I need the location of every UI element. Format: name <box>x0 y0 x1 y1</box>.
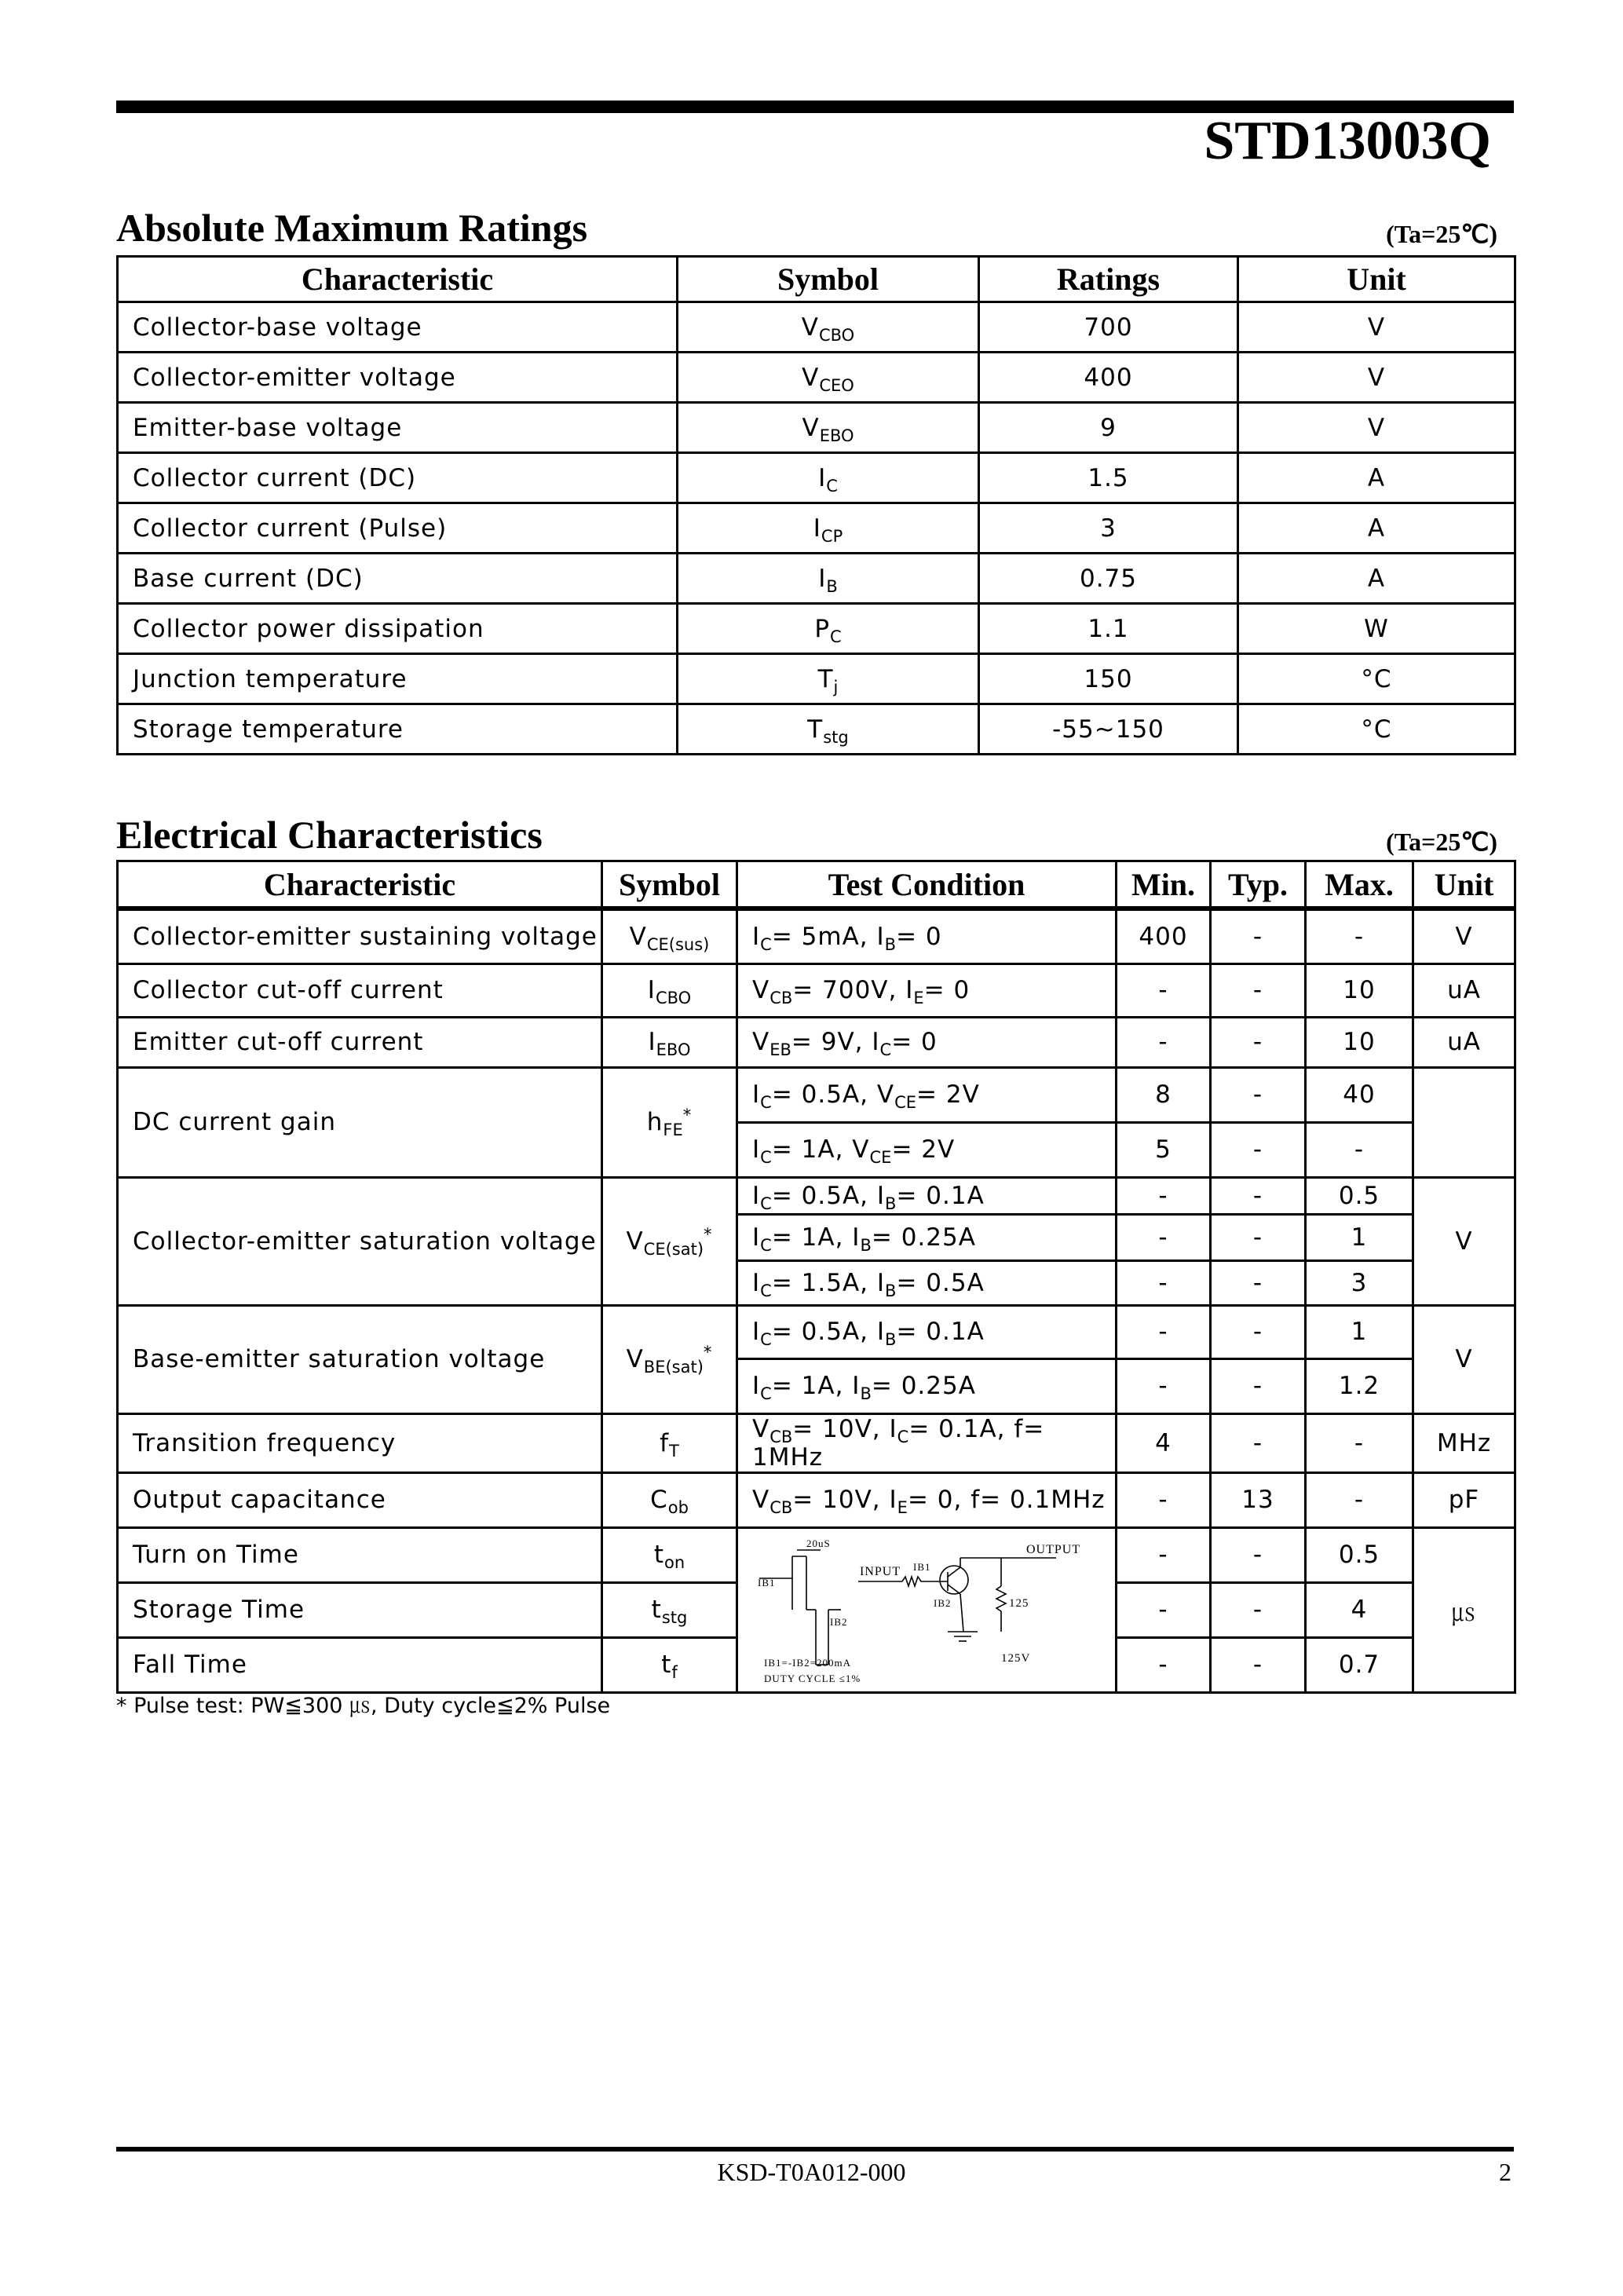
column-header: Unit <box>1413 861 1515 909</box>
elec-condition: (Ta=25℃) <box>1386 828 1497 856</box>
min-value: - <box>1117 1358 1211 1413</box>
characteristic: Emitter cut-off current <box>118 1017 602 1067</box>
typ-value: - <box>1211 1177 1306 1214</box>
typ-value: - <box>1211 1017 1306 1067</box>
unit: °C <box>1238 654 1515 704</box>
rating: 0.75 <box>979 554 1238 604</box>
switching-test-circuit <box>737 1527 1117 1692</box>
svg-text:IB2: IB2 <box>830 1616 848 1628</box>
test-condition: $I_C= 0.5A$, $I_B= 0.1A$ <box>737 1305 1117 1358</box>
typ-value: - <box>1211 1305 1306 1358</box>
test-condition: $V_{CB}= 10V$, $I_C= 0.1A$, f= 1MHz <box>737 1413 1117 1472</box>
characteristic: Fall Time <box>118 1637 602 1692</box>
characteristic: Turn on Time <box>118 1527 602 1582</box>
characteristic: Collector cut-off current <box>118 963 602 1017</box>
column-header: Typ. <box>1211 861 1306 909</box>
max-value: 10 <box>1306 963 1413 1017</box>
max-value: - <box>1306 1122 1413 1177</box>
svg-text:20uS: 20uS <box>806 1537 831 1549</box>
min-value: - <box>1117 1472 1211 1527</box>
table-row <box>118 1177 1515 1214</box>
symbol: $V_{CBO}$ <box>678 302 979 353</box>
rating: -55~150 <box>979 704 1238 755</box>
symbol: $h_{FE}^*$ <box>602 1067 737 1177</box>
svg-text:IB1=-IB2=200mA: IB1=-IB2=200mA <box>764 1657 851 1669</box>
table-row <box>118 554 1515 604</box>
unit: V <box>1413 1305 1515 1413</box>
characteristic: Storage Time <box>118 1582 602 1637</box>
unit: uA <box>1413 1017 1515 1067</box>
test-condition: $I_C= 1.5A$, $I_B= 0.5A$ <box>737 1260 1117 1305</box>
table-header-row <box>118 257 1515 302</box>
unit <box>1413 1067 1515 1177</box>
bottom-rule <box>116 2147 1514 2152</box>
elec-table <box>116 860 1516 1694</box>
table-row <box>118 604 1515 654</box>
characteristic: Output capacitance <box>118 1472 602 1527</box>
characteristic: Collector-emitter voltage <box>118 353 678 403</box>
table-row <box>118 963 1515 1017</box>
table-row <box>118 1472 1515 1527</box>
min-value: - <box>1117 1582 1211 1637</box>
typ-value: - <box>1211 1122 1306 1177</box>
unit: A <box>1238 453 1515 503</box>
pulse-test-footnote: * Pulse test: PW≦300 ㎲, Duty cycle≦2% Pulse <box>116 1694 611 1718</box>
abs-max-table <box>116 255 1516 755</box>
typ-value: - <box>1211 1413 1306 1472</box>
document-id: KSD-T0A012-000 <box>717 2158 906 2186</box>
characteristic: Collector-base voltage <box>118 302 678 353</box>
characteristic: Transition frequency <box>118 1413 602 1472</box>
rating: 150 <box>979 654 1238 704</box>
symbol: $V_{BE(sat)}^*$ <box>602 1305 737 1413</box>
svg-text:IB2: IB2 <box>934 1597 952 1609</box>
svg-text:INPUT: INPUT <box>860 1565 901 1578</box>
test-circuit-diagram <box>742 1531 1111 1688</box>
symbol: $I_{EBO}$ <box>602 1017 737 1067</box>
column-header: Symbol <box>678 257 979 302</box>
symbol: $I_C$ <box>678 453 979 503</box>
max-value: 1.2 <box>1306 1358 1413 1413</box>
min-value: - <box>1117 1214 1211 1260</box>
table-row <box>118 704 1515 755</box>
max-value: - <box>1306 1472 1413 1527</box>
symbol: $P_C$ <box>678 604 979 654</box>
min-value: - <box>1117 1527 1211 1582</box>
max-value: 0.7 <box>1306 1637 1413 1692</box>
rating: 1.1 <box>979 604 1238 654</box>
table-header-row <box>118 861 1515 909</box>
characteristic: Base current (DC) <box>118 554 678 604</box>
symbol: $V_{EBO}$ <box>678 403 979 453</box>
column-header: Characteristic <box>118 257 678 302</box>
test-condition: $V_{CB}= 10V$, $I_E= 0$, f= 0.1MHz <box>737 1472 1117 1527</box>
min-value: 5 <box>1117 1122 1211 1177</box>
symbol: $t_{on}$ <box>602 1527 737 1582</box>
svg-text:IB1: IB1 <box>913 1561 931 1573</box>
unit: °C <box>1238 704 1515 755</box>
svg-text:OUTPUT: OUTPUT <box>1026 1543 1081 1556</box>
svg-text:125V: 125V <box>1001 1652 1031 1665</box>
column-header: Characteristic <box>118 861 602 909</box>
abs-max-title: Absolute Maximum Ratings <box>116 206 588 250</box>
rating: 1.5 <box>979 453 1238 503</box>
table-row <box>118 302 1515 353</box>
abs-max-condition: (Ta=25℃) <box>1386 220 1497 248</box>
symbol: $T_j$ <box>678 654 979 704</box>
column-header: Max. <box>1306 861 1413 909</box>
column-header: Symbol <box>602 861 737 909</box>
column-header: Test Condition <box>737 861 1117 909</box>
test-condition: $I_C= 1A$, $I_B= 0.25A$ <box>737 1214 1117 1260</box>
symbol: $V_{CE(sat)}^*$ <box>602 1177 737 1305</box>
table-row <box>118 1305 1515 1358</box>
characteristic: Collector power dissipation <box>118 604 678 654</box>
typ-value: - <box>1211 1067 1306 1122</box>
unit: V <box>1238 403 1515 453</box>
symbol: $I_B$ <box>678 554 979 604</box>
characteristic: Junction temperature <box>118 654 678 704</box>
unit: pF <box>1413 1472 1515 1527</box>
rating: 3 <box>979 503 1238 554</box>
unit: V <box>1413 1177 1515 1305</box>
test-condition: $I_C= 5mA$, $I_B= 0$ <box>737 909 1117 963</box>
typ-value: - <box>1211 1260 1306 1305</box>
max-value: 0.5 <box>1306 1527 1413 1582</box>
svg-text:125: 125 <box>1009 1597 1029 1610</box>
svg-text:IB1: IB1 <box>758 1577 776 1589</box>
symbol: $f_T$ <box>602 1413 737 1472</box>
characteristic: Collector current (Pulse) <box>118 503 678 554</box>
min-value: 4 <box>1117 1413 1211 1472</box>
typ-value: - <box>1211 1637 1306 1692</box>
typ-value: - <box>1211 1358 1306 1413</box>
test-condition: $V_{EB}= 9V$, $I_C= 0$ <box>737 1017 1117 1067</box>
symbol: $t_f$ <box>602 1637 737 1692</box>
unit: MHz <box>1413 1413 1515 1472</box>
rating: 9 <box>979 403 1238 453</box>
part-number: STD13003Q <box>1204 111 1491 171</box>
table-row <box>118 1017 1515 1067</box>
table-row <box>118 503 1515 554</box>
min-value: - <box>1117 1637 1211 1692</box>
typ-value: - <box>1211 963 1306 1017</box>
max-value: 1 <box>1306 1214 1413 1260</box>
max-value: 40 <box>1306 1067 1413 1122</box>
test-condition: $I_C= 0.5A$, $I_B= 0.1A$ <box>737 1177 1117 1214</box>
max-value: 4 <box>1306 1582 1413 1637</box>
min-value: - <box>1117 1017 1211 1067</box>
characteristic: Collector-emitter saturation voltage <box>118 1177 602 1305</box>
table-row <box>118 654 1515 704</box>
table-row <box>118 453 1515 503</box>
unit: A <box>1238 554 1515 604</box>
min-value: 8 <box>1117 1067 1211 1122</box>
unit: A <box>1238 503 1515 554</box>
elec-title: Electrical Characteristics <box>116 813 543 857</box>
unit: V <box>1238 353 1515 403</box>
characteristic: Storage temperature <box>118 704 678 755</box>
table-row <box>118 1067 1515 1122</box>
max-value: 1 <box>1306 1305 1413 1358</box>
characteristic: Collector current (DC) <box>118 453 678 503</box>
unit: W <box>1238 604 1515 654</box>
max-value: 3 <box>1306 1260 1413 1305</box>
page-number: 2 <box>1499 2158 1512 2186</box>
max-value: 0.5 <box>1306 1177 1413 1214</box>
characteristic: Collector-emitter sustaining voltage <box>118 909 602 963</box>
symbol: $C_{ob}$ <box>602 1472 737 1527</box>
table-row <box>118 909 1515 963</box>
symbol: $V_{CE(sus)}$ <box>602 909 737 963</box>
unit: uA <box>1413 963 1515 1017</box>
symbol: $t_{stg}$ <box>602 1582 737 1637</box>
symbol: $I_{CBO}$ <box>602 963 737 1017</box>
characteristic: DC current gain <box>118 1067 602 1177</box>
typ-value: - <box>1211 909 1306 963</box>
min-value: - <box>1117 963 1211 1017</box>
characteristic: Base-emitter saturation voltage <box>118 1305 602 1413</box>
min-value: - <box>1117 1177 1211 1214</box>
symbol: $I_{CP}$ <box>678 503 979 554</box>
min-value: - <box>1117 1305 1211 1358</box>
min-value: 400 <box>1117 909 1211 963</box>
test-condition: $I_C= 0.5A$, $V_{CE}= 2V$ <box>737 1067 1117 1122</box>
unit: V <box>1238 302 1515 353</box>
table-row <box>118 1413 1515 1472</box>
table-row <box>118 1527 1515 1582</box>
test-condition: $I_C= 1A$, $V_{CE}= 2V$ <box>737 1122 1117 1177</box>
column-header: Unit <box>1238 257 1515 302</box>
min-value: - <box>1117 1260 1211 1305</box>
max-value: - <box>1306 909 1413 963</box>
characteristic: Emitter-base voltage <box>118 403 678 453</box>
svg-text:DUTY CYCLE ≤1%: DUTY CYCLE ≤1% <box>764 1673 861 1684</box>
typ-value: - <box>1211 1582 1306 1637</box>
test-condition: $V_{CB}= 700V$, $I_E= 0$ <box>737 963 1117 1017</box>
typ-value: - <box>1211 1214 1306 1260</box>
column-header: Ratings <box>979 257 1238 302</box>
column-header: Min. <box>1117 861 1211 909</box>
symbol: $V_{CEO}$ <box>678 353 979 403</box>
unit: ㎲ <box>1413 1527 1515 1692</box>
table-row <box>118 403 1515 453</box>
rating: 400 <box>979 353 1238 403</box>
table-row <box>118 353 1515 403</box>
typ-value: 13 <box>1211 1472 1306 1527</box>
rating: 700 <box>979 302 1238 353</box>
unit: V <box>1413 909 1515 963</box>
test-condition: $I_C= 1A$, $I_B= 0.25A$ <box>737 1358 1117 1413</box>
typ-value: - <box>1211 1527 1306 1582</box>
symbol: $T_{stg}$ <box>678 704 979 755</box>
max-value: - <box>1306 1413 1413 1472</box>
max-value: 10 <box>1306 1017 1413 1067</box>
